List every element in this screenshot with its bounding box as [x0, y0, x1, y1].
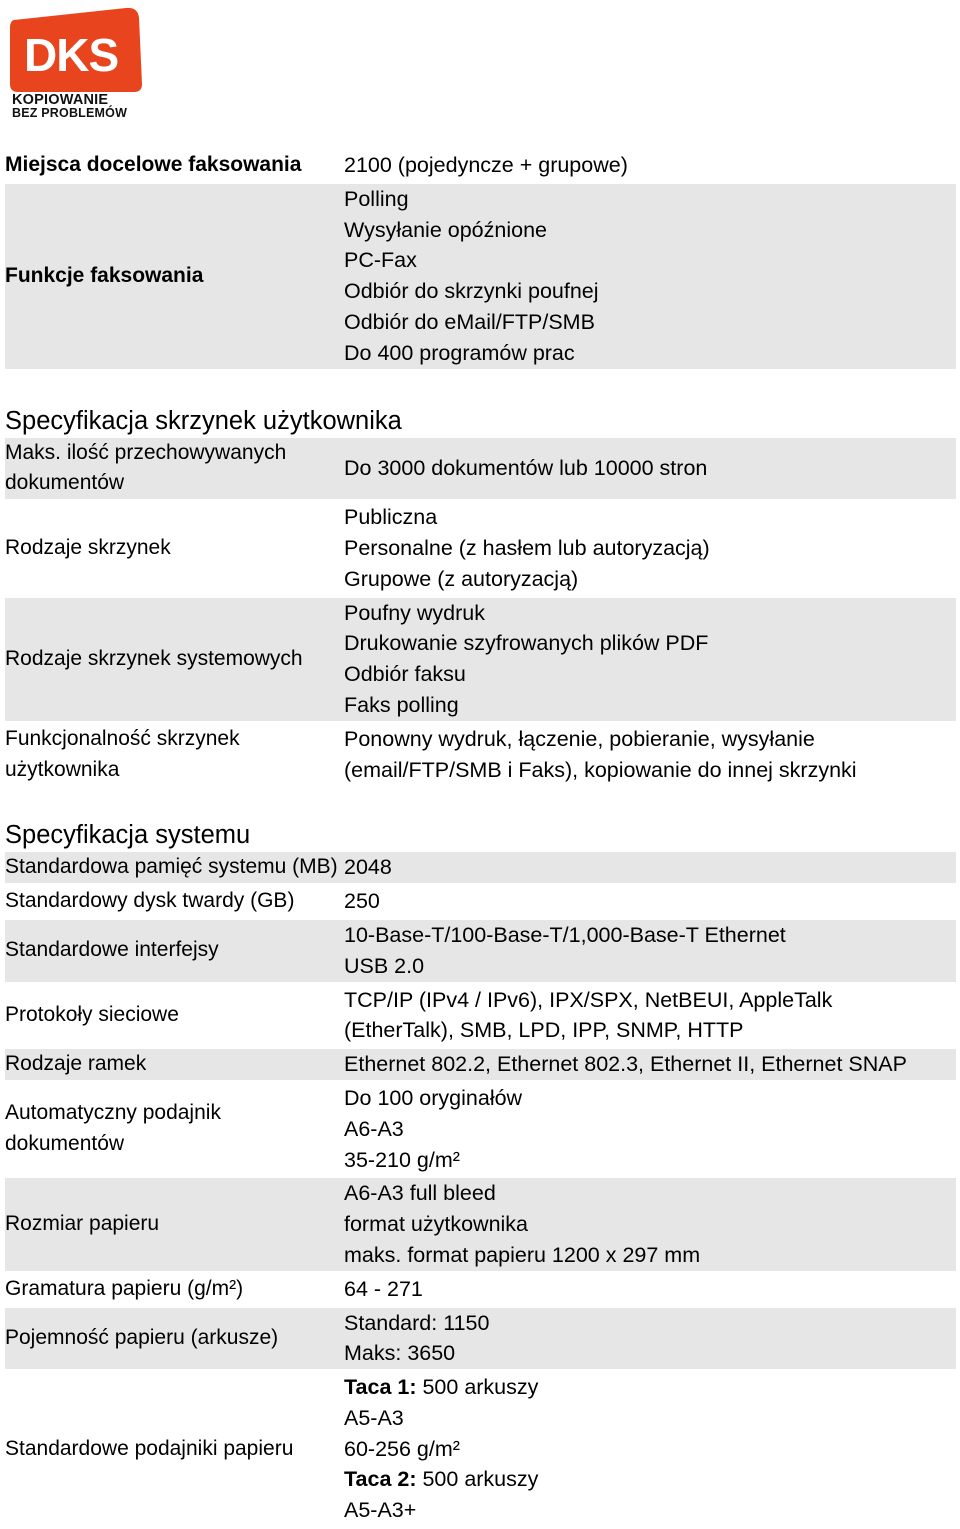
row-value: Grupowe (z autoryzacją) [344, 566, 579, 591]
table-row [5, 1049, 956, 1083]
row-values [344, 724, 956, 786]
section-heading-system: Specyfikacja systemu [5, 821, 251, 850]
table-row [5, 438, 956, 503]
table-row [5, 1274, 956, 1308]
row-label: Gramatura papieru (g/m²) [5, 1276, 244, 1300]
table-row [5, 920, 956, 985]
table-row [5, 985, 956, 1050]
table-row [5, 1308, 956, 1373]
row-label: Rodzaje skrzynek systemowych [5, 646, 303, 670]
row-label: Rodzaje ramek [5, 1052, 147, 1076]
row-label: Maks. ilość przechowywanych dokumentów [5, 440, 287, 495]
row-value: (EtherTalk), SMB, LPD, IPP, SNMP, HTTP [344, 1018, 744, 1043]
row-values [344, 985, 956, 1047]
row-value: A6-A3 [344, 1116, 404, 1141]
row-values [344, 150, 956, 181]
table-row [5, 184, 956, 372]
row-value: format użytkownika [344, 1212, 529, 1237]
row-label: Standardowa pamięć systemu (MB) [5, 855, 338, 879]
row-values [344, 1308, 956, 1370]
row-value: 250 [344, 889, 380, 914]
row-values [344, 598, 956, 721]
system-table [5, 852, 956, 1529]
row-value: 64 - 271 [344, 1276, 423, 1301]
row-values [344, 184, 956, 369]
row-value: maks. format papieru 1200 x 297 mm [344, 1242, 701, 1267]
tray-2-line [344, 1464, 956, 1495]
row-label: Standardowe interfejsy [5, 938, 219, 962]
row-label: Rodzaje skrzynek [5, 535, 171, 559]
row-label: Pojemność papieru (arkusze) [5, 1325, 279, 1349]
row-value: Polling [344, 186, 409, 211]
logo-brand-text: DKS [24, 29, 119, 81]
row-label: Rozmiar papieru [5, 1212, 160, 1236]
tray-weight: 60-256 g/m² [344, 1436, 460, 1461]
row-value: Do 3000 dokumentów lub 10000 stron [344, 455, 708, 480]
row-value: Standard: 1150 [344, 1310, 490, 1335]
table-row [5, 886, 956, 920]
tray-1-label: Taca 1: [344, 1375, 417, 1400]
row-label: Standardowy dysk twardy (GB) [5, 889, 295, 913]
tray-2-value: 500 arkuszy [416, 1467, 539, 1492]
row-value: Wysyłanie opóźnione [344, 217, 547, 242]
row-value: Ponowny wydruk, łączenie, pobieranie, wysyłanie [344, 726, 815, 751]
table-row [5, 1083, 956, 1178]
row-value: Odbiór do skrzynki poufnej [344, 279, 599, 304]
row-label: Protokoły sieciowe [5, 1002, 179, 1026]
spec-content [5, 150, 956, 1529]
row-value: USB 2.0 [344, 953, 425, 978]
section-heading-mailbox: Specyfikacja skrzynek użytkownika [5, 406, 402, 435]
row-values [344, 1083, 956, 1175]
table-row [5, 150, 956, 184]
table-row [5, 1178, 956, 1273]
row-value: Odbiór faksu [344, 662, 466, 687]
row-value: Poufny wydruk [344, 600, 486, 625]
table-row [5, 724, 956, 789]
table-row [5, 852, 956, 886]
row-values [344, 1274, 956, 1305]
row-values [344, 852, 956, 883]
row-label: Miejsca docelowe faksowania [5, 153, 302, 176]
row-value: Odbiór do eMail/FTP/SMB [344, 309, 595, 334]
row-values [344, 453, 956, 484]
row-values [344, 920, 956, 982]
row-values [344, 1049, 956, 1080]
row-value: PC-Fax [344, 248, 417, 273]
row-label: Funkcje faksowania [5, 263, 204, 287]
row-label: Automatyczny podajnik dokumentów [5, 1101, 221, 1156]
logo-tagline-1: KOPIOWANIE [12, 92, 109, 108]
row-value: 2100 (pojedyncze + grupowe) [344, 153, 628, 177]
row-value: 10-Base-T/100-Base-T/1,000-Base-T Ethernet [344, 922, 786, 947]
table-row [5, 598, 956, 724]
row-value: TCP/IP (IPv4 / IPv6), IPX/SPX, NetBEUI, AppleTalk [344, 987, 833, 1012]
tray-2-size: A5-A3+ [344, 1498, 417, 1523]
row-value: Maks: 3650 [344, 1341, 456, 1366]
row-label: Funkcjonalność skrzynek użytkownika [5, 726, 240, 781]
row-value: Ethernet 802.2, Ethernet 802.3, Ethernet II, Ethernet SNAP [344, 1052, 907, 1077]
mailbox-table [5, 438, 956, 789]
company-logo [8, 0, 148, 122]
row-value: Faks polling [344, 692, 459, 717]
row-values [344, 1178, 956, 1270]
fax-table [5, 150, 956, 372]
row-value: 35-210 g/m² [344, 1147, 460, 1172]
row-values [344, 502, 956, 594]
row-value: 2048 [344, 855, 392, 880]
tray-1-line [344, 1372, 956, 1403]
tray-1-size: A5-A3 [344, 1405, 404, 1430]
table-row [5, 502, 956, 597]
row-values [344, 1372, 956, 1526]
row-value: Do 100 oryginałów [344, 1085, 523, 1110]
tray-2-label: Taca 2: [344, 1467, 417, 1492]
row-value: A6-A3 full bleed [344, 1181, 496, 1206]
row-value: (email/FTP/SMB i Faks), kopiowanie do innej skrzynki [344, 757, 857, 782]
row-value: Do 400 programów prac [344, 340, 575, 365]
table-row [5, 1372, 956, 1529]
row-value: Drukowanie szyfrowanych plików PDF [344, 631, 709, 656]
row-value: Publiczna [344, 505, 438, 530]
tray-1-value: 500 arkuszy [416, 1375, 539, 1400]
row-values [344, 886, 956, 917]
row-value: Personalne (z hasłem lub autoryzacją) [344, 535, 710, 560]
logo-tagline-2: BEZ PROBLEMÓW [12, 106, 128, 120]
row-label: Standardowe podajniki papieru [5, 1436, 294, 1460]
